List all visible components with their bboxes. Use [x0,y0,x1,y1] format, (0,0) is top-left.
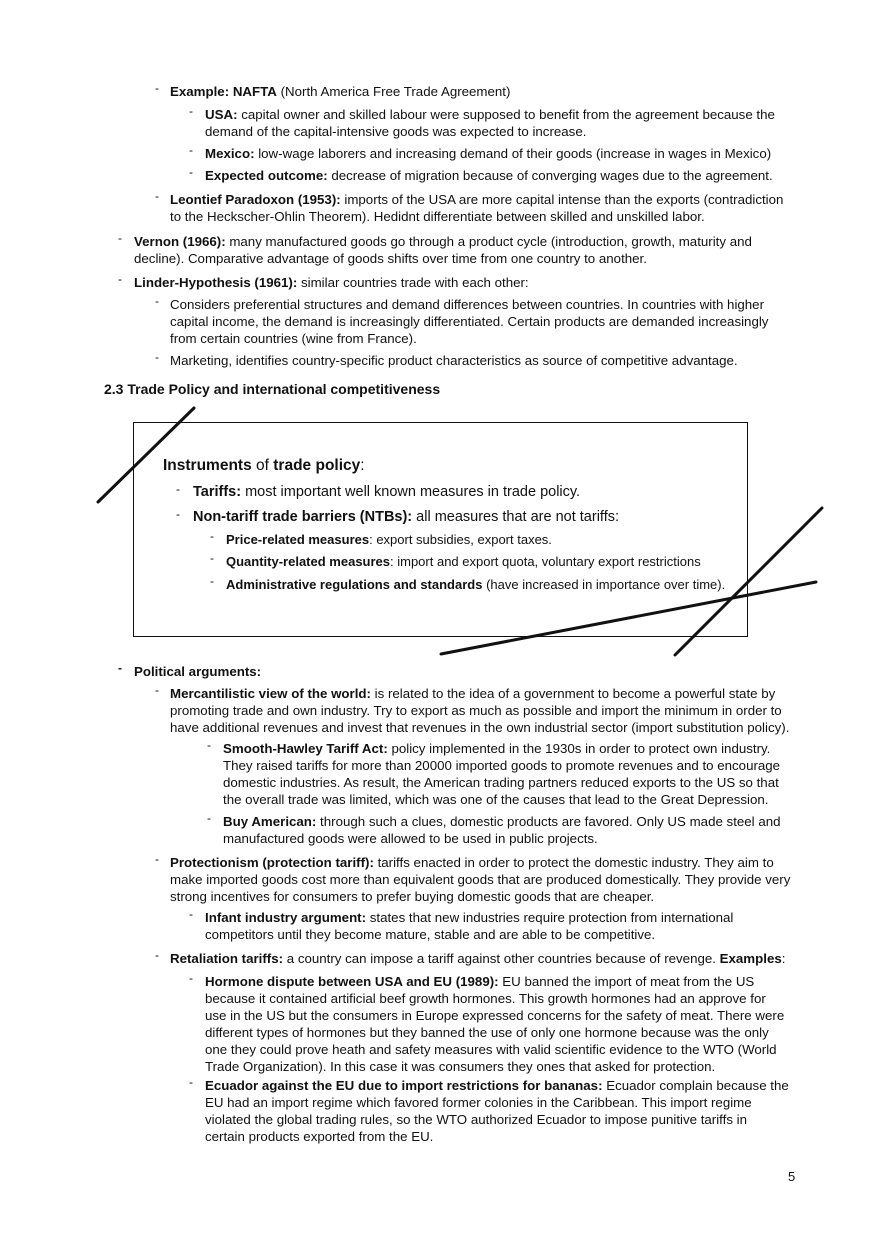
term-text: through such a clues, domestic products are favored. Only US made steel and manufactured goods were allowed to be used in public projects. [223,814,781,846]
strike-line-top-left [98,408,194,502]
term-label: Buy American: [223,814,317,829]
dash-marker: - [155,948,159,962]
box-title-part: : [360,457,365,474]
term-text: is related to the idea of a government to become a powerful state by promoting trade and own industry. Try to export as much as possible and import the minimum in order to have additional revenues and invest that revenues in the own industrial sector (import substitution policy). [170,686,790,735]
dash-marker: - [155,294,159,308]
term-label: Leontief Paradoxon (1953): [170,192,341,207]
dash-marker: - [189,165,193,179]
box-title-part: trade policy [273,457,361,474]
term-text: many manufactured goods go through a product cycle (introduction, growth, maturity and decline). Comparative advantage of goods shifts over time from one country to another. [134,234,752,266]
dash-marker: - [210,529,214,543]
dash-marker: - [189,971,193,985]
term-label: Examples [719,951,782,966]
term-label: Price-related measures [226,532,370,547]
term-label: Protectionism (protection tariff): [170,855,374,870]
dash-marker: - [118,661,122,675]
term-text: similar countries trade with each other: [297,275,529,290]
section-heading: 2.3 Trade Policy and international competitiveness [104,381,441,397]
dash-marker: - [207,811,211,825]
term-text: a country can impose a tariff against other countries because of revenge. [283,951,720,966]
term-text: EU banned the import of meat from the US because it contained artificial beef growth hormones. This growth hormones had an approve for use in the US but the consumers in Europe expressed concerns for the safety of meat. There were different types of hormones but they banned the use of only one hormone because was the only one they could prove heath and safety measures with valid scientific evidence to the WTO (World Trade Organization). In this case it was consumers they ones that asked for protection. [205,974,785,1074]
dash-marker: - [189,104,193,118]
term-label: Quantity-related measures [226,554,391,569]
term-text: (have increased in importance over time). [482,577,726,592]
term-label: Mexico: [205,146,255,161]
term-label: Smooth-Hawley Tariff Act: [223,741,388,756]
term-label: Ecuador against the EU due to import restrictions for bananas: [205,1078,603,1093]
dash-marker: - [176,482,180,496]
term-label: Mercantilistic view of the world: [170,686,371,701]
term-label: Administrative regulations and standards [226,577,483,592]
box-title-part: Instruments [163,457,252,474]
term-text: capital owner and skilled labour were supposed to benefit from the agreement because the demand of the capital-intensive goods was expected to increase. [205,107,775,139]
term-text: : export subsidies, export taxes. [369,532,552,547]
term-label: Expected outcome: [205,168,328,183]
strike-line-bottom [441,582,816,654]
dash-marker: - [155,852,159,866]
term-text: all measures that are not tariffs: [412,509,619,525]
dash-marker: - [210,574,214,588]
term-text: states that new industries require protection from international competitors until they become mature, stable and are able to be competitive. [205,910,734,942]
term-text: Marketing, identifies country-specific product characteristics as source of competitive advantage. [170,353,738,368]
term-label: Retaliation tariffs: [170,951,284,966]
dash-marker: - [155,81,159,95]
term-label: Vernon (1966): [134,234,226,249]
term-label: Infant industry argument: [205,910,367,925]
term-label: Linder-Hypothesis (1961): [134,275,298,290]
term-text: (North America Free Trade Agreement) [276,84,511,99]
page-number: 5 [788,1169,796,1184]
dash-marker: - [118,231,122,245]
dash-marker: - [176,507,180,521]
term-text: tariffs enacted in order to protect the domestic industry. They aim to make imported goods cost more than equivalent goods that are produced domestically. They provide very strong incentives for consumers to prefer buying domestic goods that are cheaper. [170,855,791,904]
dash-marker: - [155,189,159,203]
dash-marker: - [118,272,122,286]
dash-marker: - [207,738,211,752]
strike-line-right [675,508,822,655]
term-text: Considers preferential structures and demand differences between countries. In countries with higher capital income, the demand is increasingly differentiated. Certain products are demanded increasingly from certain countries (wine from France). [170,297,769,346]
dash-marker: - [189,143,193,157]
term-label: Tariffs: [193,484,242,500]
dash-marker: - [189,907,193,921]
dash-marker: - [155,683,159,697]
term-text: : [781,951,786,966]
term-label: Non-tariff trade barriers (NTBs): [193,509,413,525]
term-label: USA: [205,107,238,122]
term-text: most important well known measures in trade policy. [241,484,581,500]
term-label: Example: NAFTA [170,84,277,99]
term-label: Political arguments: [134,664,262,679]
dash-marker: - [210,551,214,565]
term-text: Ecuador complain because the EU had an import regime which favored former colonies in the Caribbean. This import regime violated the global trading rules, so the WTO authorized Ecuador to impose punitive tariffs in certain products exported from the EU. [205,1078,789,1144]
dash-marker: - [155,350,159,364]
term-text: decrease of migration because of converging wages due to the agreement. [327,168,773,183]
term-text: low-wage laborers and increasing demand of their goods (increase in wages in Mexico) [254,146,772,161]
term-label: Hormone dispute between USA and EU (1989): [205,974,499,989]
term-text: policy implemented in the 1930s in order to protect own industry. They raised tariffs for more than 20000 imported goods to promote revenues and to encourage domestic industries. As result, the American trading partners reduced exports to the US so that the overall trade was limited, which was one of the causes that lead to the Great Depression. [223,741,781,807]
dash-marker: - [189,1075,193,1089]
term-text: : import and export quota, voluntary export restrictions [390,554,701,569]
term-text: imports of the USA are more capital intense than the exports (contradiction to the Heckscher-Ohlin Theorem). Hedidnt differentiate between skilled and unskilled labor. [170,192,784,224]
box-title-part: of [251,457,274,474]
